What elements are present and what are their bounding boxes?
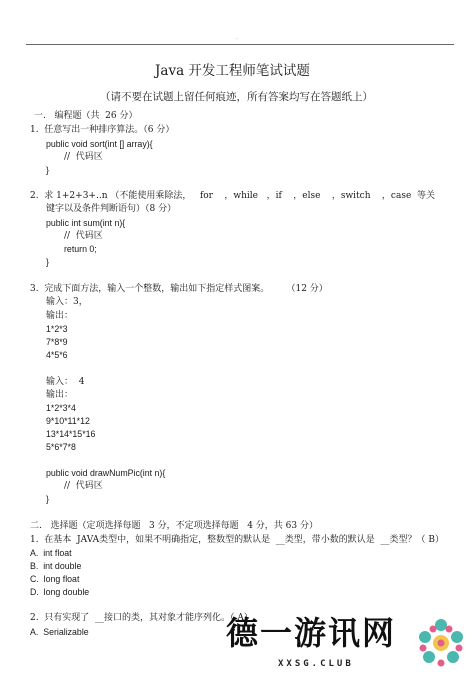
code-line: public void drawNumPic(int n){ (46, 468, 166, 478)
code-line: } (46, 494, 49, 504)
page-title: Java 开发工程师笔试试题 (155, 63, 310, 79)
code-line: } (46, 165, 49, 175)
section-heading-programming: 一. 编程题（共 26 分） (34, 111, 138, 121)
example-output-line: 4*5*6 (46, 350, 68, 360)
watermark-url: XXSG.CLUB (278, 659, 354, 669)
choice-question-2: 2. 只有实现了 __接口的类，其对象才能序列化。（ A） (30, 613, 253, 623)
example-output-line: 5*6*7*8 (46, 442, 76, 452)
watermark-text: 德一游讯网 (226, 614, 397, 652)
question-2-cont: 键字以及条件判断语句）（8 分） (46, 204, 177, 214)
code-comment: // 代码区 (64, 152, 103, 162)
question-1: 1. 任意写出一种排序算法。（6 分） (30, 125, 175, 135)
code-line: public void sort(int [] array){ (46, 139, 153, 149)
example-output-label: 输出： (46, 311, 74, 321)
example-output-line: 9*10*11*12 (46, 416, 90, 426)
page-subtitle: （请不要在试题上留任何痕迹，所有答案均写在答题纸上） (100, 91, 373, 103)
code-line: } (46, 257, 49, 267)
question-3: 3. 完成下面方法，输入一个整数，输出如下指定样式图案。 （12 分） (30, 284, 328, 294)
choice-option: A. int float (30, 548, 72, 558)
header-mark: · (236, 36, 238, 43)
example-output-line: 1*2*3 (46, 324, 68, 334)
choice-option: B. int double (30, 561, 82, 571)
watermark (210, 615, 474, 683)
section-heading-choice: 二. 选择题（定项选择每题 3 分，不定项选择每题 4 分，共 63 分） (30, 521, 318, 531)
example-input: 输入： 4 (46, 377, 85, 387)
code-comment: // 代码区 (64, 231, 103, 241)
example-output-line: 1*2*3*4 (46, 403, 76, 413)
example-input: 输入：3， (46, 297, 88, 307)
flower-logo-icon (413, 615, 469, 675)
choice-question-1: 1. 在基本 JAVA类型中，如果不明确指定，整数型的默认是 __类型，带小数的默认是 __类型？（ B） (30, 535, 444, 545)
choice-option: C. long float (30, 574, 80, 584)
example-output-line: 13*14*15*16 (46, 429, 96, 439)
choice-option: D. long double (30, 587, 90, 597)
header-rule (26, 44, 454, 45)
choice-option: A. Serializable (30, 627, 89, 637)
example-output-line: 7*8*9 (46, 337, 68, 347)
question-2: 2. 求 1+2+3+..n （不能使用乘除法， for ，while ，if ，else ，switch ，case 等关 (30, 191, 436, 201)
code-line: return 0; (64, 244, 97, 254)
code-comment: // 代码区 (64, 481, 103, 491)
code-line: public int sum(int n){ (46, 218, 126, 228)
example-output-label: 输出： (46, 390, 74, 400)
